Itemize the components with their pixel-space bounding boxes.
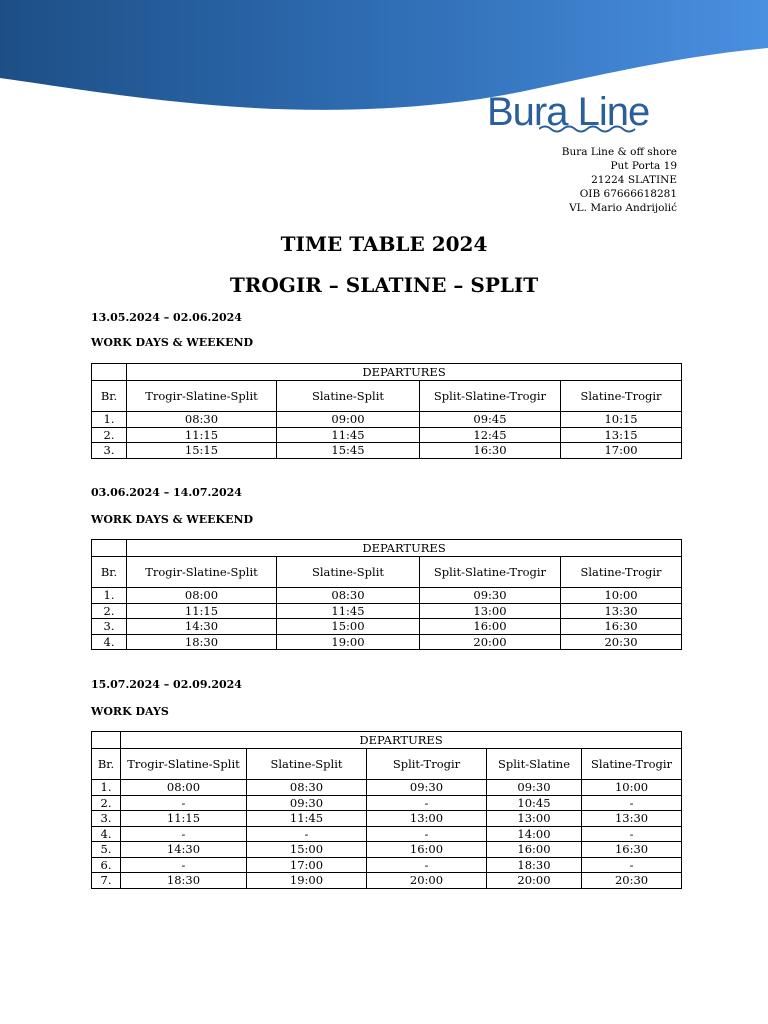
table-row bbox=[92, 873, 682, 889]
time-cell: - bbox=[367, 795, 487, 811]
time-cell: - bbox=[582, 857, 682, 873]
address-line: Bura Line & off shore bbox=[561, 146, 677, 158]
time-cell: - bbox=[582, 795, 682, 811]
row-number: 1. bbox=[92, 780, 121, 796]
time-cell: - bbox=[247, 826, 367, 842]
time-cell: 08:00 bbox=[121, 780, 247, 796]
departures-header: DEPARTURES bbox=[127, 364, 682, 381]
time-cell: 11:45 bbox=[247, 811, 367, 827]
table-row bbox=[92, 811, 682, 827]
table-row bbox=[92, 443, 682, 459]
time-cell: - bbox=[121, 857, 247, 873]
section-days: WORK DAYS bbox=[91, 705, 169, 718]
row-number: 2. bbox=[92, 427, 127, 443]
time-cell: 12:45 bbox=[420, 427, 561, 443]
time-cell: - bbox=[582, 826, 682, 842]
time-cell: 09:30 bbox=[247, 795, 367, 811]
time-cell: 18:30 bbox=[121, 873, 247, 889]
time-cell: 08:00 bbox=[127, 588, 277, 604]
row-number: 6. bbox=[92, 857, 121, 873]
table-row bbox=[92, 826, 682, 842]
time-cell: 11:45 bbox=[277, 603, 420, 619]
row-number: 3. bbox=[92, 619, 127, 635]
section-days: WORK DAYS & WEEKEND bbox=[91, 336, 254, 349]
time-cell: 11:45 bbox=[277, 427, 420, 443]
time-cell: 08:30 bbox=[127, 412, 277, 428]
table-row bbox=[92, 588, 682, 604]
page-title: TIME TABLE 2024 bbox=[280, 232, 488, 256]
time-cell: 17:00 bbox=[247, 857, 367, 873]
time-cell: - bbox=[367, 826, 487, 842]
table-row bbox=[92, 619, 682, 635]
column-header: Slatine-Trogir bbox=[561, 557, 682, 588]
time-cell: 16:00 bbox=[487, 842, 582, 858]
departures-header: DEPARTURES bbox=[121, 732, 682, 749]
time-cell: 17:00 bbox=[561, 443, 682, 459]
column-header: Br. bbox=[92, 749, 121, 780]
section-days: WORK DAYS & WEEKEND bbox=[91, 513, 254, 526]
time-cell: 18:30 bbox=[127, 634, 277, 650]
departures-header: DEPARTURES bbox=[127, 540, 682, 557]
column-header: Split-Trogir bbox=[367, 749, 487, 780]
row-number: 5. bbox=[92, 842, 121, 858]
column-header: Slatine-Split bbox=[277, 557, 420, 588]
time-cell: - bbox=[121, 795, 247, 811]
time-cell: 13:15 bbox=[561, 427, 682, 443]
corner-cell bbox=[92, 732, 121, 749]
time-cell: 13:30 bbox=[582, 811, 682, 827]
time-cell: 09:30 bbox=[367, 780, 487, 796]
address-line: OIB 67666618281 bbox=[579, 188, 677, 200]
row-number: 4. bbox=[92, 634, 127, 650]
time-cell: 15:15 bbox=[127, 443, 277, 459]
time-cell: 20:00 bbox=[420, 634, 561, 650]
timetable-3 bbox=[91, 731, 682, 889]
table-row bbox=[92, 634, 682, 650]
table-row bbox=[92, 857, 682, 873]
section-date-range: 13.05.2024 – 02.06.2024 bbox=[91, 311, 242, 324]
time-cell: 15:45 bbox=[277, 443, 420, 459]
row-number: 2. bbox=[92, 795, 121, 811]
time-cell: 13:30 bbox=[561, 603, 682, 619]
time-cell: 08:30 bbox=[247, 780, 367, 796]
column-header: Slatine-Trogir bbox=[561, 381, 682, 412]
time-cell: 10:15 bbox=[561, 412, 682, 428]
time-cell: 20:30 bbox=[561, 634, 682, 650]
time-cell: 10:45 bbox=[487, 795, 582, 811]
column-header: Split-Slatine-Trogir bbox=[420, 557, 561, 588]
time-cell: 13:00 bbox=[420, 603, 561, 619]
column-header: Slatine-Split bbox=[247, 749, 367, 780]
route-title: TROGIR – SLATINE – SPLIT bbox=[229, 273, 539, 297]
row-number: 7. bbox=[92, 873, 121, 889]
row-number: 1. bbox=[92, 412, 127, 428]
time-cell: 09:45 bbox=[420, 412, 561, 428]
table-row bbox=[92, 427, 682, 443]
time-cell: 14:30 bbox=[121, 842, 247, 858]
logo-wave-icon bbox=[539, 124, 639, 134]
time-cell: 14:30 bbox=[127, 619, 277, 635]
time-cell: 11:15 bbox=[127, 603, 277, 619]
time-cell: 11:15 bbox=[127, 427, 277, 443]
column-header: Split-Slatine bbox=[487, 749, 582, 780]
table-row bbox=[92, 780, 682, 796]
column-header: Split-Slatine-Trogir bbox=[420, 381, 561, 412]
row-number: 4. bbox=[92, 826, 121, 842]
time-cell: 15:00 bbox=[277, 619, 420, 635]
column-header: Slatine-Trogir bbox=[582, 749, 682, 780]
time-cell: 09:30 bbox=[420, 588, 561, 604]
time-cell: 19:00 bbox=[247, 873, 367, 889]
time-cell: 20:30 bbox=[582, 873, 682, 889]
section-date-range: 03.06.2024 – 14.07.2024 bbox=[91, 486, 242, 499]
time-cell: 13:00 bbox=[487, 811, 582, 827]
time-cell: 14:00 bbox=[487, 826, 582, 842]
brand-logo bbox=[487, 90, 657, 140]
table-row bbox=[92, 412, 682, 428]
time-cell: 16:00 bbox=[420, 619, 561, 635]
company-address bbox=[562, 145, 677, 215]
time-cell: - bbox=[121, 826, 247, 842]
address-line: Put Porta 19 bbox=[610, 160, 677, 172]
column-header: Br. bbox=[92, 381, 127, 412]
corner-cell bbox=[92, 540, 127, 557]
column-header: Trogir-Slatine-Split bbox=[127, 557, 277, 588]
time-cell: 13:00 bbox=[367, 811, 487, 827]
time-cell: 19:00 bbox=[277, 634, 420, 650]
timetable-2 bbox=[91, 539, 682, 650]
logo-text: Bura Line bbox=[487, 90, 650, 134]
time-cell: 10:00 bbox=[582, 780, 682, 796]
time-cell: 16:30 bbox=[561, 619, 682, 635]
column-header: Br. bbox=[92, 557, 127, 588]
column-header: Trogir-Slatine-Split bbox=[127, 381, 277, 412]
time-cell: 08:30 bbox=[277, 588, 420, 604]
row-number: 3. bbox=[92, 443, 127, 459]
time-cell: 15:00 bbox=[247, 842, 367, 858]
table-row bbox=[92, 795, 682, 811]
column-header: Slatine-Split bbox=[277, 381, 420, 412]
address-line: 21224 SLATINE bbox=[591, 174, 677, 186]
time-cell: 16:30 bbox=[420, 443, 561, 459]
row-number: 2. bbox=[92, 603, 127, 619]
table-row bbox=[92, 842, 682, 858]
corner-cell bbox=[92, 364, 127, 381]
address-line: VL. Mario Andrijolić bbox=[569, 202, 677, 214]
row-number: 3. bbox=[92, 811, 121, 827]
row-number: 1. bbox=[92, 588, 127, 604]
time-cell: 10:00 bbox=[561, 588, 682, 604]
time-cell: 20:00 bbox=[487, 873, 582, 889]
time-cell: 18:30 bbox=[487, 857, 582, 873]
time-cell: 16:30 bbox=[582, 842, 682, 858]
time-cell: 09:30 bbox=[487, 780, 582, 796]
table-row bbox=[92, 603, 682, 619]
time-cell: - bbox=[367, 857, 487, 873]
section-date-range: 15.07.2024 – 02.09.2024 bbox=[91, 678, 242, 691]
time-cell: 20:00 bbox=[367, 873, 487, 889]
time-cell: 16:00 bbox=[367, 842, 487, 858]
time-cell: 11:15 bbox=[121, 811, 247, 827]
timetable-1 bbox=[91, 363, 682, 459]
time-cell: 09:00 bbox=[277, 412, 420, 428]
column-header: Trogir-Slatine-Split bbox=[121, 749, 247, 780]
